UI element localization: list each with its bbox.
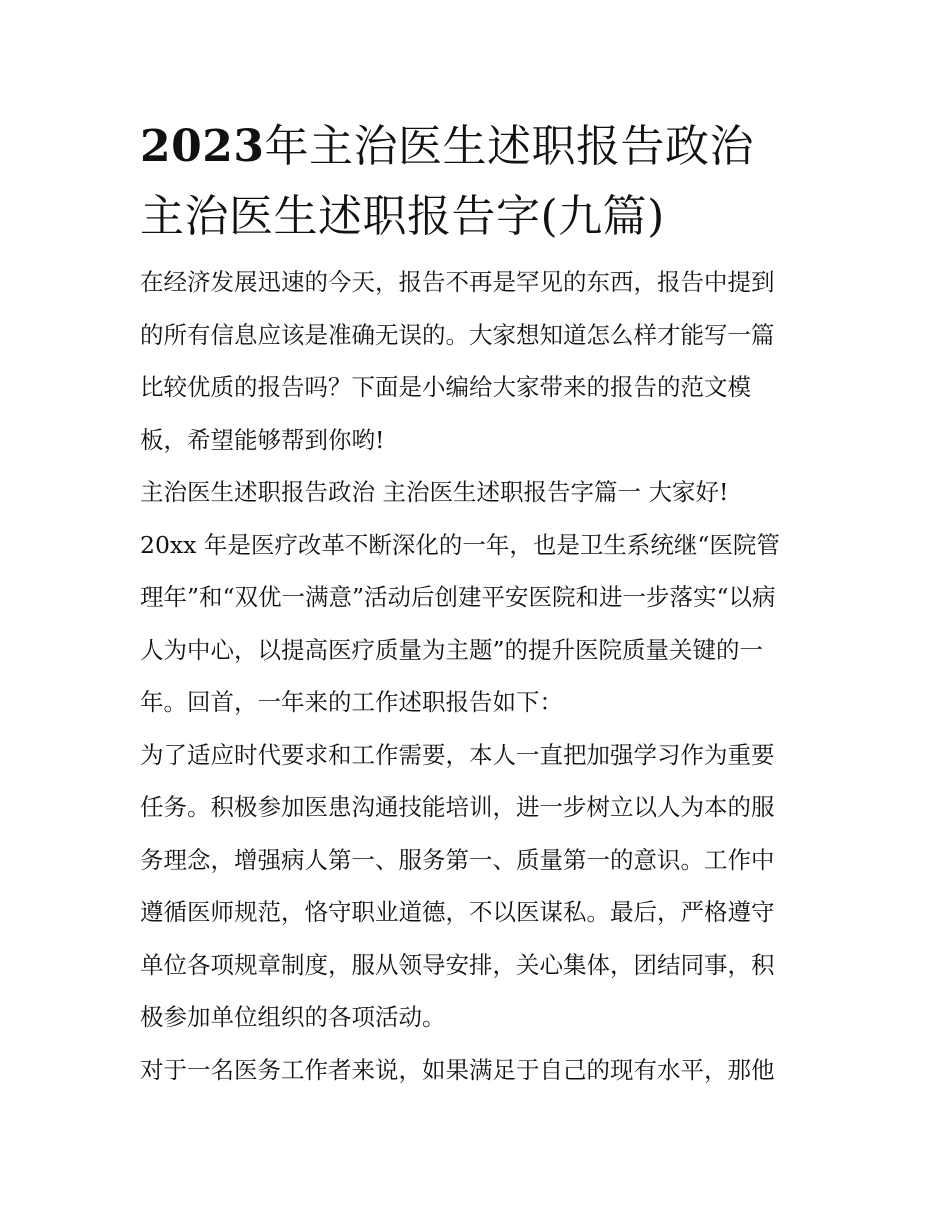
section-heading-line: 主治医生述职报告政治 主治医生述职报告字篇一 大家好! (140, 478, 729, 506)
title-line-1 (140, 112, 820, 182)
text-line: 务理念，增强病人第一、服务第一、质量第一的意识。工作中 (140, 845, 775, 874)
text-line: 理年”和“双优一满意”活动后创建平安医院和进一步落实“以病 (140, 583, 776, 611)
text-line: 任务。积极参加医患沟通技能培训，进一步树立以人为本的服 (140, 793, 775, 821)
document-content (140, 112, 820, 1096)
text-line: 极参加单位组织的各项活动。 (140, 1003, 446, 1031)
text-line: 遵循医师规范，恪守职业道德，不以医谋私。最后，严格遵守 (140, 898, 775, 926)
text-line: 对于一名医务工作者来说，如果满足于自己的现有水平，那他 (140, 1055, 775, 1084)
text-line: 20xx 年是医疗改革不断深化的一年，也是卫生系统继“医院管 (140, 530, 780, 559)
text-line: 年。回首，一年来的工作述职报告如下： (140, 688, 563, 716)
document-body (140, 256, 820, 1096)
text-line: 的所有信息应该是准确无误的。大家想知道怎么样才能写一篇 (140, 320, 775, 349)
text-line: 在经济发展迅速的今天，报告不再是罕见的东西，报告中提到 (140, 268, 775, 296)
document-title (140, 112, 820, 252)
text-line: 板，希望能够帮到你哟! (140, 425, 385, 454)
title-line-1-text: 年主治医生述职报告政治 (264, 121, 754, 172)
title-year: 2023 (140, 121, 265, 172)
text-line: 为了适应时代要求和工作需要，本人一直把加强学习作为重要 (140, 740, 775, 769)
text-line: 单位各项规章制度，服从领导安排，关心集体，团结同事，积 (140, 950, 775, 979)
text-line: 人为中心，以提高医疗质量为主题”的提升医院质量关键的一 (140, 635, 764, 664)
text-line: 比较优质的报告吗？下面是小编给大家带来的报告的范文模 (140, 373, 751, 401)
title-line-2: 主治医生述职报告字(九篇) (140, 191, 665, 242)
